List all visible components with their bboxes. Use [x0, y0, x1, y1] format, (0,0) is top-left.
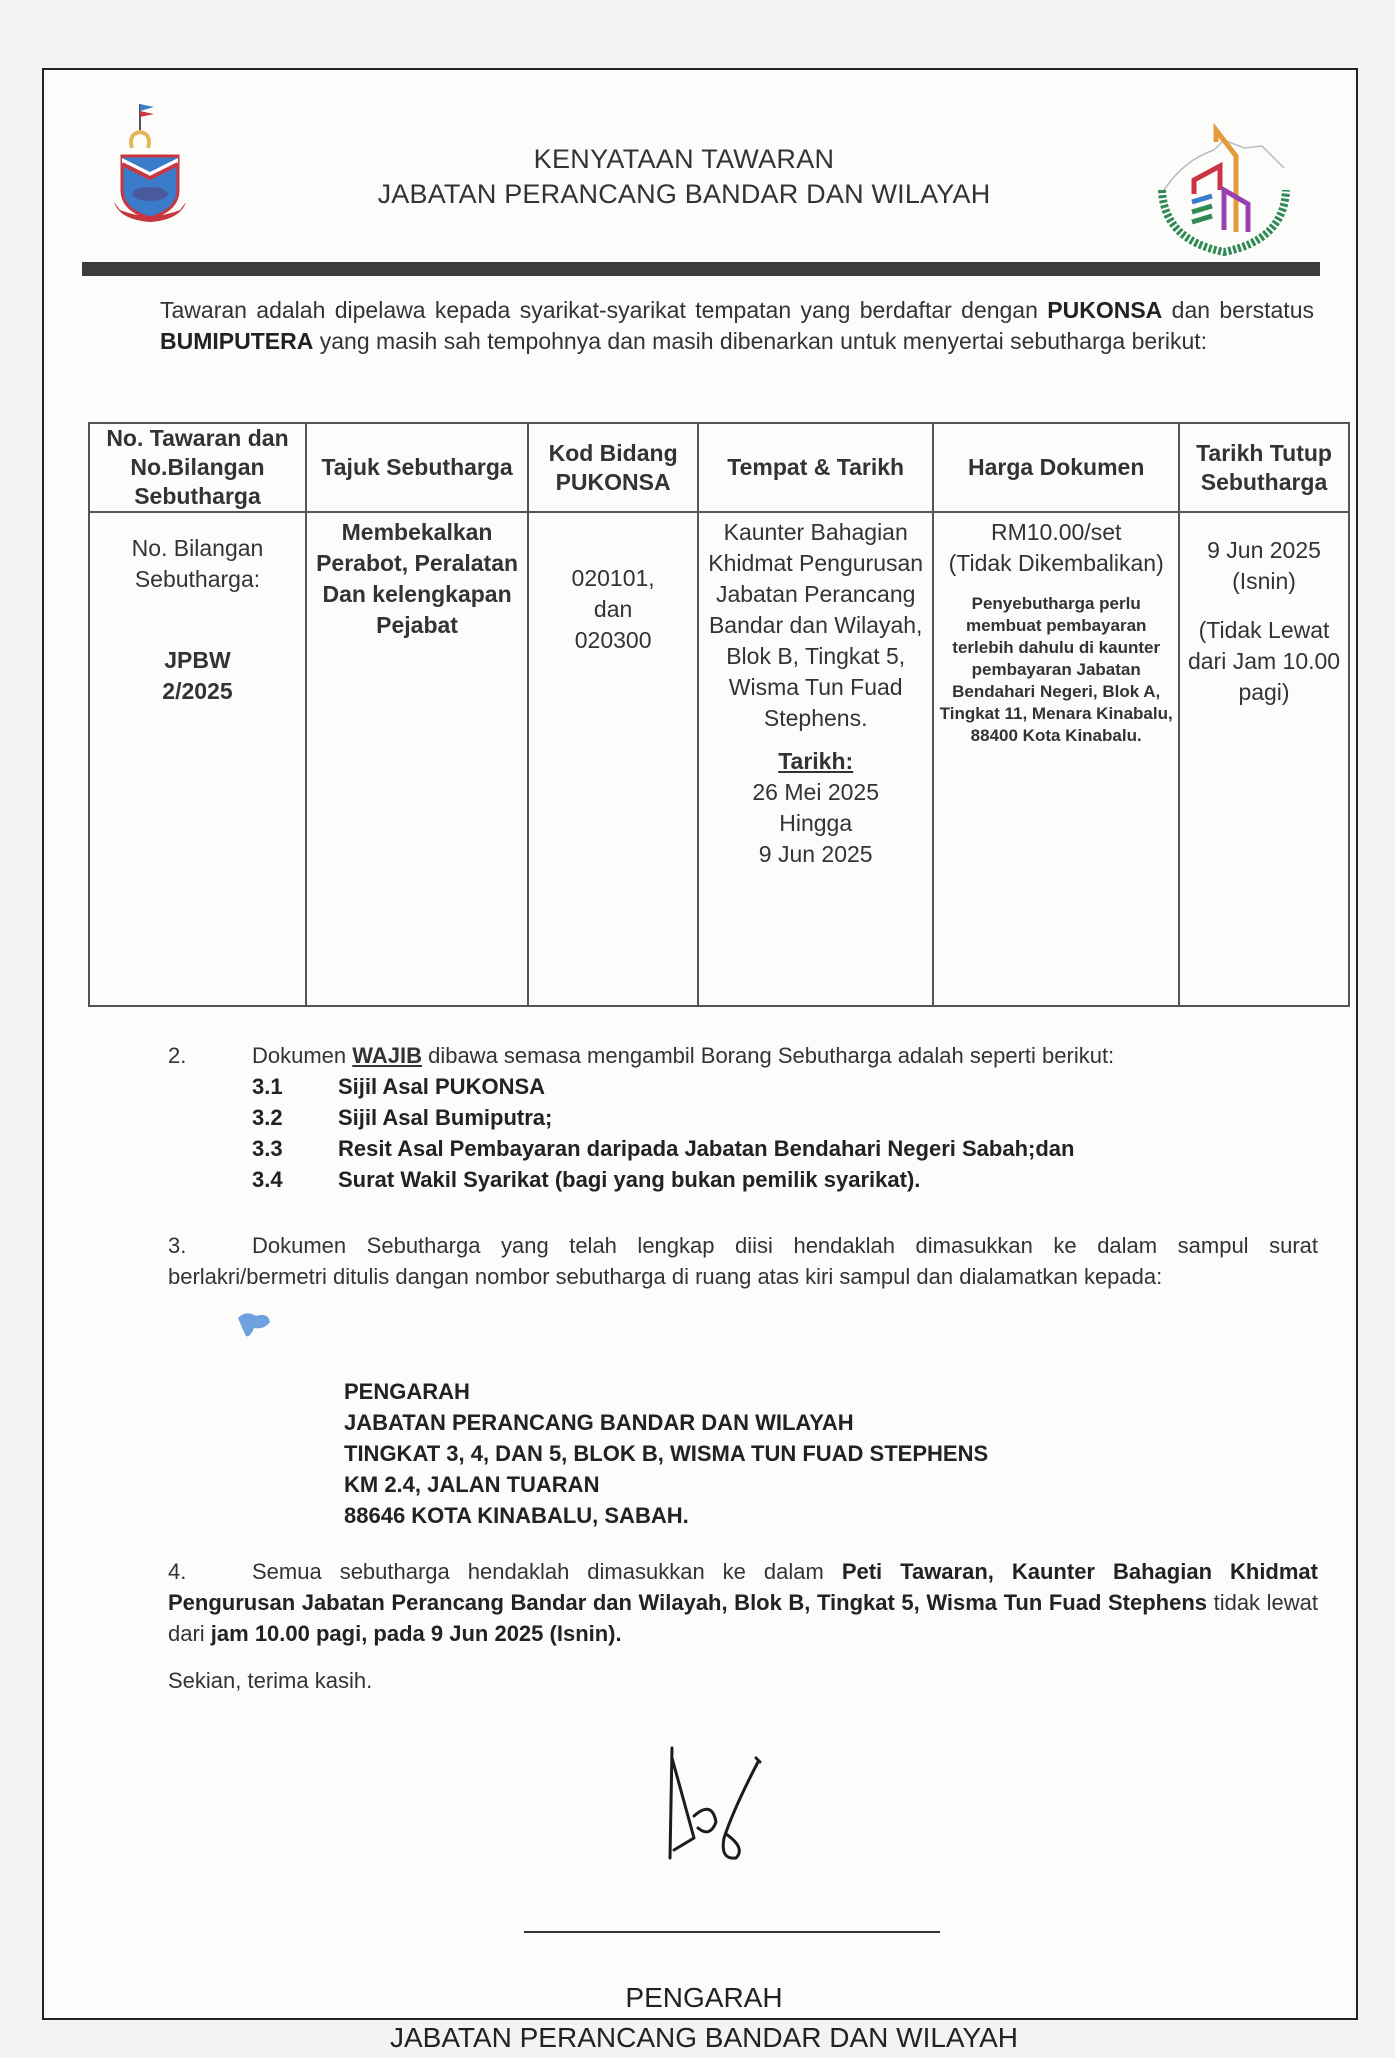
signature [654, 1738, 784, 1878]
section-2-wajib: WAJIB [352, 1043, 422, 1068]
kod-3: 020300 [574, 627, 652, 653]
jpbw-logo [1144, 120, 1304, 260]
intro-bold-pukonsa: PUKONSA [1047, 297, 1163, 323]
item-text: Sijil Asal Bumiputra; [338, 1105, 553, 1130]
list-item [252, 1133, 1318, 1164]
document-header [244, 142, 1124, 212]
item-text: Resit Asal Pembayaran daripada Jabatan Bendahari Negeri Sabah;dan [338, 1136, 1075, 1161]
address-line: 88646 KOTA KINABALU, SABAH. [344, 1503, 689, 1528]
ink-stain [234, 1308, 274, 1342]
kod-2: dan [593, 596, 633, 622]
tender-table [88, 422, 1350, 1007]
table-row [89, 512, 1349, 1006]
item-text: Surat Wakil Syarikat (bagi yang bukan pemilik syarikat). [338, 1167, 921, 1192]
header-tarikh-tutup: Tarikh Tutup Sebutharga [1179, 423, 1349, 512]
item-number: 3.4 [252, 1167, 283, 1192]
sabah-crest-logo [110, 98, 200, 228]
address-line: TINGKAT 3, 4, DAN 5, BLOK B, WISMA TUN FUAD STEPHENS [344, 1441, 989, 1466]
section-4-number: 4. [168, 1559, 187, 1584]
section-2-text: Dokumen [252, 1043, 353, 1068]
section-2-number: 2. [168, 1043, 187, 1068]
section-4-location: Peti Tawaran, Kaunter Bahagian Khidmat Pengurusan Jabatan Perancang Bandar dan Wilayah, Blok B, Tingkat 5, Wisma Tun Fuad Stephens [168, 1559, 1318, 1615]
harga-payment-info: Penyebutharga perlu membuat pembayaran terlebih dahulu di kaunter pembayaran Jabatan Bendahari Negeri, Blok A, Tingkat 11, Menara Kinabalu, 88400 Kota Kinabalu. [939, 594, 1173, 745]
section-4-deadline: jam 10.00 pagi, pada 9 Jun 2025 (Isnin). [210, 1621, 622, 1646]
tarikh-from: 26 Mei 2025 [752, 779, 879, 805]
item-text: Sijil Asal PUKONSA [338, 1074, 546, 1099]
item-number: 3.3 [252, 1136, 283, 1161]
address-line: PENGARAH [344, 1379, 470, 1404]
signature-line [524, 1931, 940, 1933]
cell-tempat-tarikh [698, 512, 933, 1006]
section-2-text: dibawa semasa mengambil Borang Sebutharga adalah seperti berikut: [421, 1043, 1115, 1068]
tempat-text: Kaunter Bahagian Khidmat Pengurusan Jabatan Perancang Bandar dan Wilayah, Blok B, Tingkat 5, Wisma Tun Fuad Stephens. [708, 519, 924, 731]
header-harga-dokumen: Harga Dokumen [933, 423, 1179, 512]
tutup-note: (Tidak Lewat dari Jam 10.00 pagi) [1187, 617, 1341, 705]
header-no-tawaran: No. Tawaran dan No.Bilangan Sebutharga [89, 423, 306, 512]
address-block [344, 1376, 988, 1531]
tarikh-hingga: Hingga [779, 810, 853, 836]
tutup-date: 9 Jun 2025 [1207, 537, 1321, 563]
header-title: KENYATAAN TAWARAN [533, 144, 835, 174]
document-page [42, 68, 1358, 2053]
header-tajuk: Tajuk Sebutharga [306, 423, 528, 512]
intro-paragraph [160, 295, 1314, 357]
no-bilangan-value-1: JPBW [164, 647, 231, 673]
item-number: 3.2 [252, 1105, 283, 1130]
closing-text: Sekian, terima kasih. [168, 1668, 373, 1693]
item-number: 3.1 [252, 1074, 283, 1099]
section-3 [168, 1230, 1318, 1292]
intro-text: dan berstatus [1162, 297, 1314, 323]
tarikh-label: Tarikh: [778, 748, 854, 774]
section-3-number: 3. [168, 1233, 187, 1258]
header-kod-bidang: Kod Bidang PUKONSA [528, 423, 698, 512]
tarikh-to: 9 Jun 2025 [758, 841, 873, 867]
table-header-row [89, 423, 1349, 512]
signatory-block [244, 1978, 1164, 2058]
section-3-text: Dokumen Sebutharga yang telah lengkap diisi hendaklah dimasukkan ke dalam sampul surat berlakri/bermetri ditulis dangan nombor sebutharga di ruang atas kiri sampul dan dialamatkan kepada: [168, 1233, 1318, 1289]
section-2 [168, 1040, 1318, 1195]
tutup-day: (Isnin) [1232, 568, 1296, 594]
section-4 [168, 1556, 1318, 1649]
cell-no-tawaran [89, 512, 306, 1006]
intro-text: Tawaran adalah dipelawa kepada syarikat-syarikat tempatan yang berdaftar dengan [160, 297, 1048, 323]
no-bilangan-value-2: 2/2025 [162, 678, 233, 704]
cell-tarikh-tutup [1179, 512, 1349, 1006]
intro-text: yang masih sah tempohnya dan masih dibenarkan untuk menyertai sebutharga berikut: [313, 328, 1208, 354]
section-4-text: Semua sebutharga hendaklah dimasukkan ke dalam [252, 1559, 842, 1584]
cell-harga-dokumen [933, 512, 1179, 1006]
header-tempat-tarikh: Tempat & Tarikh [698, 423, 933, 512]
signatory-title: PENGARAH [625, 1982, 783, 2013]
cell-tajuk: Membekalkan Perabot, Peralatan Dan kelengkapan Pejabat [306, 512, 528, 1006]
header-divider [82, 262, 1320, 276]
address-line: KM 2.4, JALAN TUARAN [344, 1472, 600, 1497]
no-bilangan-label: No. Bilangan Sebutharga: [131, 535, 264, 592]
intro-bold-bumiputera: BUMIPUTERA [160, 328, 314, 354]
list-item [252, 1071, 1318, 1102]
section-4-text: tidak lewat dari [168, 1590, 1318, 1646]
signatory-department: JABATAN PERANCANG BANDAR DAN WILAYAH [389, 2022, 1019, 2053]
list-item [252, 1164, 1318, 1195]
kod-1: 020101, [571, 565, 655, 591]
cell-kod-bidang [528, 512, 698, 1006]
header-department: JABATAN PERANCANG BANDAR DAN WILAYAH [377, 179, 991, 209]
harga-note: (Tidak Dikembalikan) [948, 550, 1164, 576]
harga-value: RM10.00/set [990, 519, 1122, 545]
list-item [252, 1102, 1318, 1133]
address-line: JABATAN PERANCANG BANDAR DAN WILAYAH [344, 1410, 854, 1435]
